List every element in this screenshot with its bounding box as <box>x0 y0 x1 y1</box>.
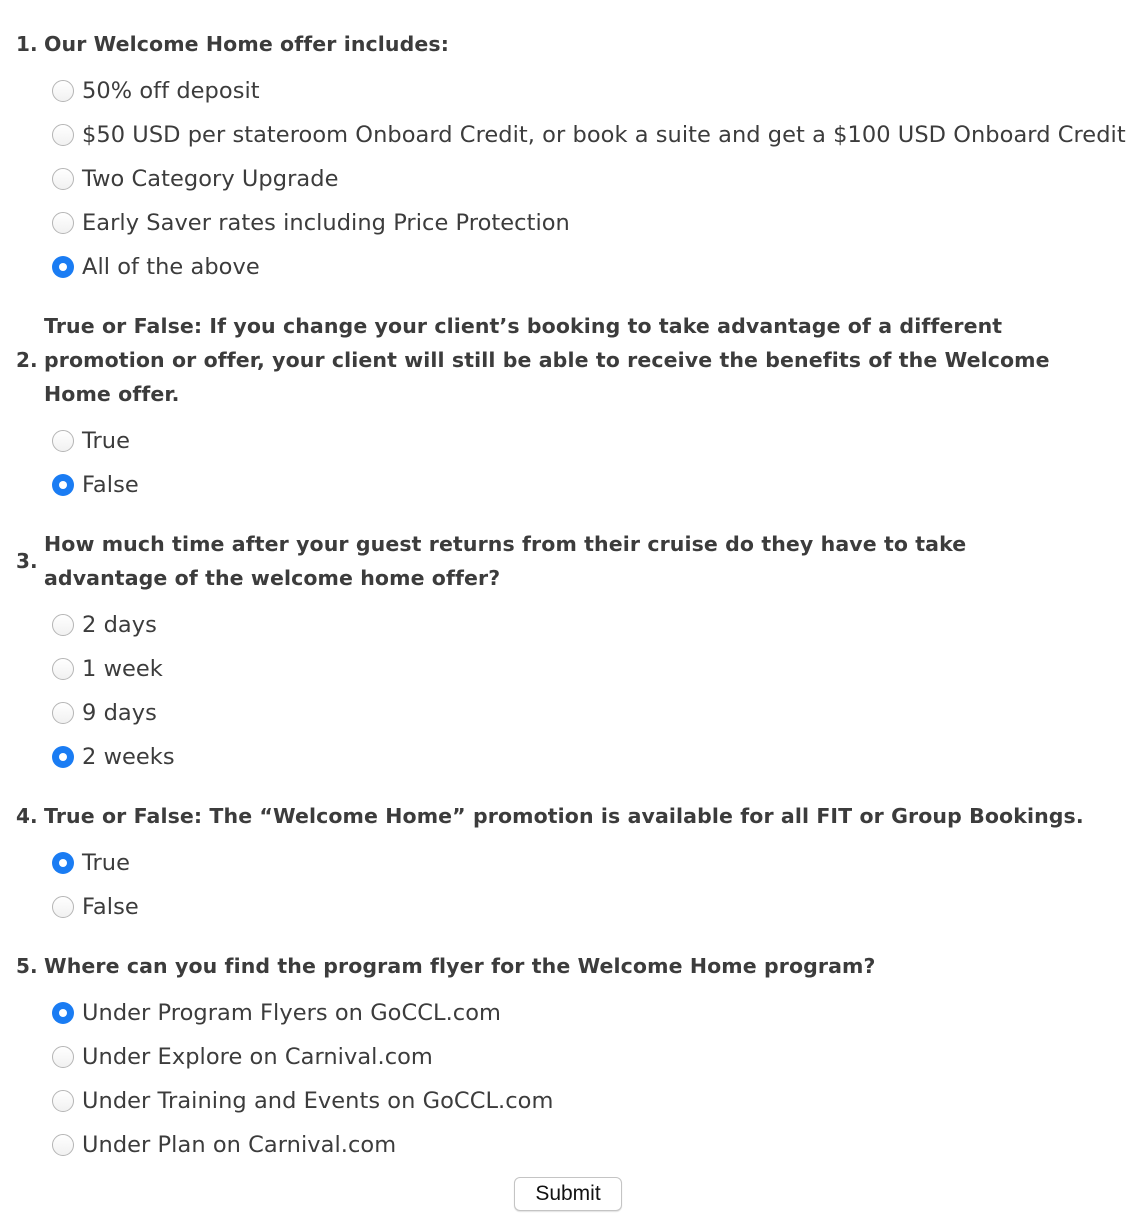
radio-selected-dot <box>59 859 67 867</box>
radio-button[interactable] <box>52 658 74 680</box>
answer-option[interactable] <box>52 76 260 106</box>
question-text-line: promotion or offer, your client will still be able to receive the benefits of the Welcome <box>44 348 1050 372</box>
answer-option[interactable] <box>52 426 130 456</box>
question-text-line: True or False: If you change your client’s booking to take advantage of a different <box>44 314 1003 338</box>
answer-label: False <box>82 894 139 920</box>
radio-button[interactable] <box>52 702 74 724</box>
answer-label: $50 USD per stateroom Onboard Credit, or book a suite and get a $100 USD Onboard Credit <box>82 122 1126 148</box>
answer-option[interactable] <box>52 120 1126 150</box>
answer-label: False <box>82 472 139 498</box>
radio-button[interactable] <box>52 746 74 768</box>
answer-label: Under Explore on Carnival.com <box>82 1044 433 1070</box>
answer-label: Under Plan on Carnival.com <box>82 1132 397 1158</box>
answer-label: 1 week <box>82 656 163 682</box>
answer-label: 2 weeks <box>82 744 175 770</box>
question-number: 3. <box>16 549 38 573</box>
radio-button[interactable] <box>52 614 74 636</box>
radio-button[interactable] <box>52 896 74 918</box>
submit-button[interactable]: Submit <box>514 1177 622 1211</box>
question-text: True or False: The “Welcome Home” promotion is available for all FIT or Group Bookings. <box>44 804 1084 828</box>
radio-button[interactable] <box>52 430 74 452</box>
question-number: 1. <box>16 32 38 56</box>
question-text-line: How much time after your guest returns from their cruise do they have to take <box>44 532 967 556</box>
answer-option[interactable] <box>52 1130 396 1160</box>
answer-label: All of the above <box>82 254 260 280</box>
answer-label: Early Saver rates including Price Protection <box>82 210 570 236</box>
radio-selected-dot <box>59 1009 67 1017</box>
answer-option[interactable] <box>52 1042 433 1072</box>
answer-option[interactable] <box>52 208 570 238</box>
radio-button[interactable] <box>52 474 74 496</box>
answer-label: Two Category Upgrade <box>82 166 339 192</box>
answer-label: 2 days <box>82 612 157 638</box>
answer-option[interactable] <box>52 892 139 922</box>
radio-button[interactable] <box>52 80 74 102</box>
radio-button[interactable] <box>52 1002 74 1024</box>
answer-label: True <box>82 428 130 454</box>
answer-label: 9 days <box>82 700 157 726</box>
radio-button[interactable] <box>52 1134 74 1156</box>
question-text: Where can you find the program flyer for the Welcome Home program? <box>44 954 876 978</box>
radio-button[interactable] <box>52 168 74 190</box>
radio-button[interactable] <box>52 852 74 874</box>
radio-button[interactable] <box>52 1046 74 1068</box>
question-number: 4. <box>16 804 38 828</box>
radio-selected-dot <box>59 263 67 271</box>
answer-option[interactable] <box>52 998 501 1028</box>
radio-selected-dot <box>59 753 67 761</box>
radio-button[interactable] <box>52 1090 74 1112</box>
answer-option[interactable] <box>52 654 163 684</box>
question-number: 2. <box>16 348 38 372</box>
answer-option[interactable] <box>52 698 157 728</box>
answer-label: 50% off deposit <box>82 78 260 104</box>
radio-button[interactable] <box>52 212 74 234</box>
answer-option[interactable] <box>52 1086 553 1116</box>
answer-label: Under Program Flyers on GoCCL.com <box>82 1000 502 1026</box>
answer-option[interactable] <box>52 848 130 878</box>
answer-option[interactable] <box>52 610 157 640</box>
question-text-line: Home offer. <box>44 382 180 406</box>
question-text-line: advantage of the welcome home offer? <box>44 566 501 590</box>
answer-option[interactable] <box>52 164 338 194</box>
answer-option[interactable] <box>52 742 175 772</box>
question-text: Our Welcome Home offer includes: <box>44 32 450 56</box>
answer-option[interactable] <box>52 252 260 282</box>
question-number: 5. <box>16 954 38 978</box>
radio-selected-dot <box>59 481 67 489</box>
answer-option[interactable] <box>52 470 139 500</box>
answer-label: True <box>82 850 130 876</box>
radio-button[interactable] <box>52 256 74 278</box>
answer-label: Under Training and Events on GoCCL.com <box>82 1088 554 1114</box>
radio-button[interactable] <box>52 124 74 146</box>
